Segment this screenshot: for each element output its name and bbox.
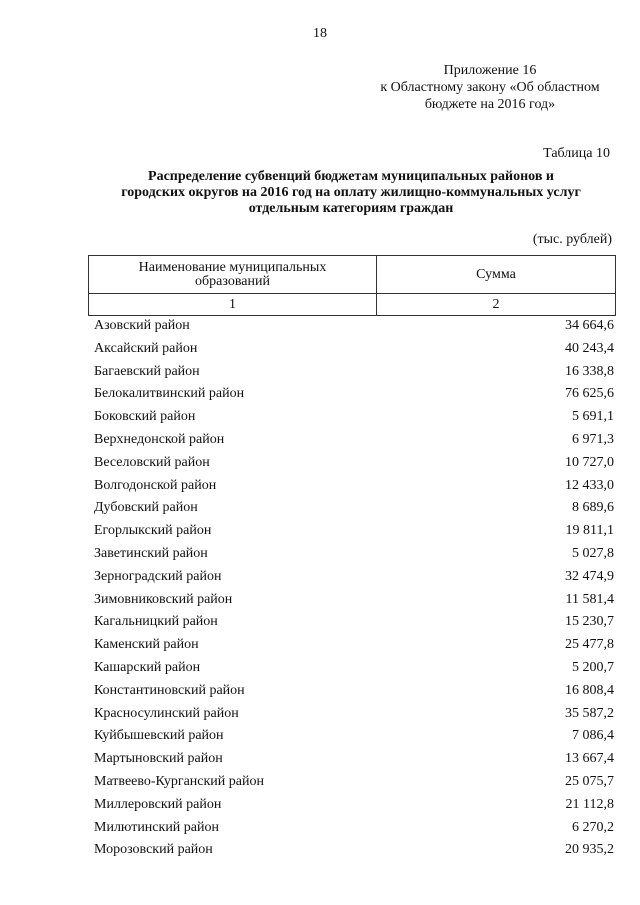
table-row (94, 589, 614, 612)
amount-value: 16 338,8 (565, 363, 614, 379)
municipality-name: Заветинский район (94, 545, 208, 561)
table-row (94, 748, 614, 771)
table-row (94, 794, 614, 817)
municipality-name: Боковский район (94, 409, 196, 425)
title-line: отдельным категориям граждан (248, 201, 454, 216)
table-row (94, 680, 614, 703)
municipality-name: Куйбышевский район (94, 728, 224, 744)
amount-value: 6 971,3 (572, 431, 614, 447)
municipality-name: Веселовский район (94, 454, 210, 470)
amount-value: 16 808,4 (565, 682, 614, 698)
table-row (94, 817, 614, 840)
table-title (86, 169, 616, 217)
column-header-name-line: образований (195, 273, 270, 289)
table-row (94, 543, 614, 566)
municipality-name: Егорлыкский район (94, 523, 212, 539)
table-row (94, 315, 614, 338)
municipality-name: Красносулинский район (94, 705, 239, 721)
table-row (94, 839, 614, 862)
municipality-name: Зимовниковский район (94, 591, 233, 607)
municipality-name: Милютинский район (94, 819, 220, 835)
table-body (94, 315, 614, 862)
amount-value: 12 433,0 (565, 477, 614, 493)
municipality-name: Мартыновский район (94, 751, 223, 767)
table-row (94, 634, 614, 657)
amount-value: 10 727,0 (565, 454, 614, 470)
municipality-name: Константиновский район (94, 682, 245, 698)
table-row (94, 338, 614, 361)
amount-value: 21 112,8 (565, 796, 614, 812)
table-row (94, 703, 614, 726)
table-row (94, 406, 614, 429)
municipality-name: Белокалитвинский район (94, 386, 245, 402)
amount-value: 5 027,8 (572, 545, 614, 561)
municipality-name: Зерноградский район (94, 568, 222, 584)
amount-value: 34 664,6 (565, 318, 614, 333)
table-row (94, 520, 614, 543)
amount-value: 76 625,6 (565, 386, 614, 402)
table-row (94, 611, 614, 634)
table-row (94, 361, 614, 384)
column-header-sum: Сумма (377, 256, 616, 294)
municipality-name: Дубовский район (94, 500, 198, 516)
municipality-name: Матвеево-Курганский район (94, 773, 264, 789)
municipality-name: Кагальницкий район (94, 614, 218, 630)
appendix-line: Приложение 16 (443, 63, 537, 78)
units-label: (тыс. рублей) (532, 232, 612, 247)
table-row (94, 566, 614, 589)
title-line: городских округов на 2016 год на оплату жилищно-коммунальных услуг (121, 185, 581, 200)
municipality-name: Аксайский район (94, 340, 198, 356)
amount-value: 20 935,2 (565, 842, 614, 858)
amount-value: 19 811,1 (565, 523, 614, 539)
column-index-2: 2 (377, 294, 616, 316)
municipality-name: Азовский район (94, 318, 190, 333)
column-header-name (89, 256, 377, 294)
municipality-name: Каменский район (94, 637, 199, 653)
municipality-name: Верхнедонской район (94, 431, 225, 447)
amount-value: 8 689,6 (572, 500, 614, 516)
amount-value: 6 270,2 (572, 819, 614, 835)
table-row (94, 725, 614, 748)
table-header (88, 255, 616, 316)
appendix-line: к Областному закону «Об областном (380, 80, 600, 95)
table-row (94, 497, 614, 520)
table-row (94, 452, 614, 475)
amount-value: 5 200,7 (572, 659, 614, 675)
appendix-reference (370, 62, 610, 113)
amount-value: 35 587,2 (565, 705, 614, 721)
column-header-name-line: Наименование муниципальных (138, 259, 327, 275)
municipality-name: Кашарский район (94, 659, 201, 675)
table-row (94, 475, 614, 498)
amount-value: 25 477,8 (565, 637, 614, 653)
municipality-name: Миллеровский район (94, 796, 222, 812)
amount-value: 32 474,9 (565, 568, 614, 584)
table-row (94, 771, 614, 794)
amount-value: 7 086,4 (572, 728, 614, 744)
municipality-name: Морозовский район (94, 842, 213, 858)
amount-value: 40 243,4 (565, 340, 614, 356)
amount-value: 15 230,7 (565, 614, 614, 630)
amount-value: 25 075,7 (565, 773, 614, 789)
amount-value: 11 581,4 (565, 591, 614, 607)
table-row (94, 383, 614, 406)
table-row (94, 657, 614, 680)
municipality-name: Волгодонской район (94, 477, 217, 493)
table-label: Таблица 10 (543, 146, 610, 161)
table-row (94, 429, 614, 452)
amount-value: 5 691,1 (572, 409, 614, 425)
column-index-1: 1 (89, 294, 377, 316)
municipality-name: Багаевский район (94, 363, 200, 379)
appendix-line: бюджете на 2016 год» (424, 97, 556, 112)
amount-value: 13 667,4 (565, 751, 614, 767)
title-line: Распределение субвенций бюджетам муниципальных районов и (148, 169, 554, 184)
page-number: 18 (313, 26, 327, 41)
